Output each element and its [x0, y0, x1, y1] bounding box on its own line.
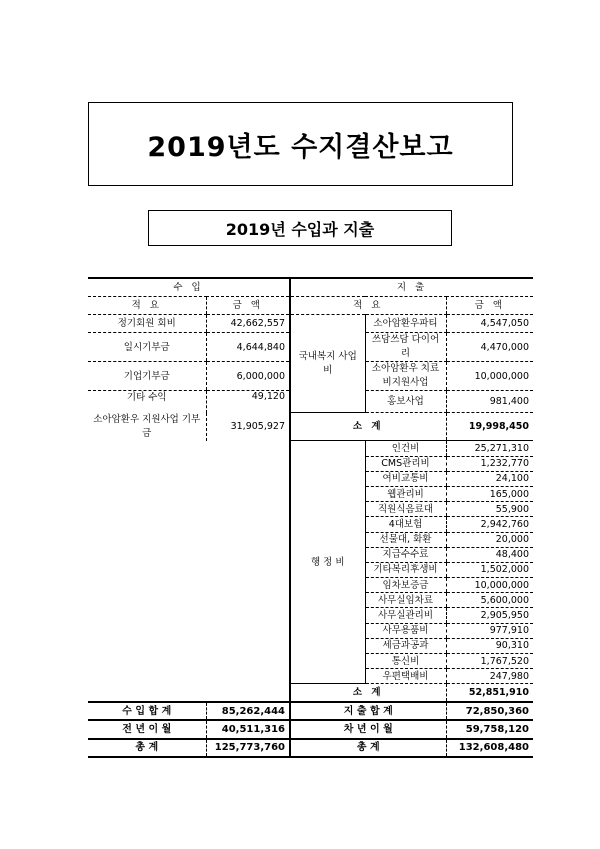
summary-expense-amount: 132,608,480	[446, 739, 533, 757]
admin-subtotal-label: 소 계	[290, 684, 446, 702]
income-label: 소아암환우 지원사업 기부금	[93, 413, 201, 439]
admin-item-amount: 977,910	[446, 623, 533, 638]
summary-income-amount: 125,773,760	[206, 739, 290, 757]
domestic-item-label: 소아암환우 치료비지원사업	[365, 362, 446, 391]
admin-item-amount: 10,000,000	[446, 578, 533, 593]
report-title: 2019년도 수지결산보고	[88, 102, 513, 186]
admin-item-label: 여비교통비	[365, 471, 446, 486]
admin-category: 행 정 비	[290, 441, 365, 684]
domestic-row	[88, 315, 533, 333]
column-header-row	[88, 296, 533, 314]
income-amount: 49,120	[206, 391, 290, 413]
domestic-item-label: 소아암환우파티	[365, 315, 446, 333]
income-label: 정기회원 회비	[88, 315, 206, 333]
admin-item-label: 사무용품비	[365, 623, 446, 638]
admin-item-label: 세금과공과	[365, 638, 446, 653]
report-subtitle: 2019년 수입과 지출	[148, 210, 452, 246]
summary-expense-label: 총 계	[290, 739, 446, 757]
domestic-item-label: 쓰담쓰담 다이어리	[365, 333, 446, 362]
admin-item-label: 지급수수료	[365, 547, 446, 562]
expense-header: 지 출	[290, 278, 533, 296]
domestic-category: 국내복지 사업비	[290, 315, 365, 413]
admin-item-label: 웹관리비	[365, 486, 446, 501]
admin-item-amount: 2,942,760	[446, 517, 533, 532]
domestic-subtotal-row	[88, 413, 533, 441]
summary-expense-amount: 72,850,360	[446, 702, 533, 720]
total-row	[88, 702, 533, 720]
domestic-item-amount: 4,470,000	[446, 333, 533, 362]
admin-item-label: 사무실관리비	[365, 608, 446, 623]
admin-item-label: 임차보증금	[365, 578, 446, 593]
carry-row	[88, 720, 533, 738]
domestic-item-label: 홍보사업	[365, 391, 446, 413]
grand-total-row	[88, 739, 533, 757]
admin-subtotal-amount: 52,851,910	[446, 684, 533, 702]
admin-item-amount: 20,000	[446, 532, 533, 547]
admin-item-amount: 2,905,950	[446, 608, 533, 623]
finance-table	[88, 277, 533, 758]
income-label: 기타 수익	[126, 392, 167, 404]
summary-expense-label: 지 출 합 계	[290, 702, 446, 720]
domestic-item-amount: 981,400	[446, 391, 533, 413]
income-amount: 6,000,000	[206, 362, 290, 391]
admin-item-label: 선물대, 화환	[365, 532, 446, 547]
income-label: 일시기부금	[88, 333, 206, 362]
admin-item-amount: 247,980	[446, 669, 533, 684]
domestic-item-amount: 10,000,000	[446, 362, 533, 391]
admin-item-amount: 1,767,520	[446, 654, 533, 669]
admin-item-label: CMS관리비	[365, 456, 446, 471]
summary-income-label: 총 계	[88, 739, 206, 757]
admin-row	[88, 441, 533, 456]
summary-income-label: 수 입 합 계	[88, 702, 206, 720]
income-amount: 42,662,557	[206, 315, 290, 333]
admin-item-label: 우편택배비	[365, 669, 446, 684]
admin-item-amount: 25,271,310	[446, 441, 533, 456]
summary-expense-amount: 59,758,120	[446, 720, 533, 738]
summary-income-amount: 40,511,316	[206, 720, 290, 738]
admin-item-amount: 48,400	[446, 547, 533, 562]
summary-expense-label: 차 년 이 월	[290, 720, 446, 738]
admin-item-amount: 165,000	[446, 486, 533, 501]
income-item-header: 적 요	[88, 296, 206, 314]
admin-item-amount: 90,310	[446, 638, 533, 653]
summary-income-label: 전 년 이 월	[88, 720, 206, 738]
admin-item-amount: 1,502,000	[446, 562, 533, 577]
admin-item-label: 인건비	[365, 441, 446, 456]
section-header-row	[88, 278, 533, 296]
expense-item-header: 적 요	[290, 296, 446, 314]
domestic-subtotal-amount: 19,998,450	[446, 413, 533, 441]
income-amount-header: 금 액	[206, 296, 290, 314]
domestic-subtotal-label: 소 계	[290, 413, 446, 441]
income-header: 수 입	[88, 278, 290, 296]
admin-item-amount: 55,900	[446, 502, 533, 517]
domestic-item-amount: 4,547,050	[446, 315, 533, 333]
admin-item-label: 통신비	[365, 654, 446, 669]
expense-amount-header: 금 액	[446, 296, 533, 314]
admin-item-amount: 24,100	[446, 471, 533, 486]
admin-item-label: 직원식음료대	[365, 502, 446, 517]
admin-item-label: 4대보험	[365, 517, 446, 532]
income-amount: 31,905,927	[206, 413, 290, 441]
admin-item-amount: 5,600,000	[446, 593, 533, 608]
admin-item-label: 기타복리후생비	[365, 562, 446, 577]
income-blank	[88, 441, 290, 702]
income-amount: 4,644,840	[206, 333, 290, 362]
summary-income-amount: 85,262,444	[206, 702, 290, 720]
admin-item-label: 사무실임차료	[365, 593, 446, 608]
admin-item-amount: 1,232,770	[446, 456, 533, 471]
income-label: 기업기부금	[88, 362, 206, 391]
